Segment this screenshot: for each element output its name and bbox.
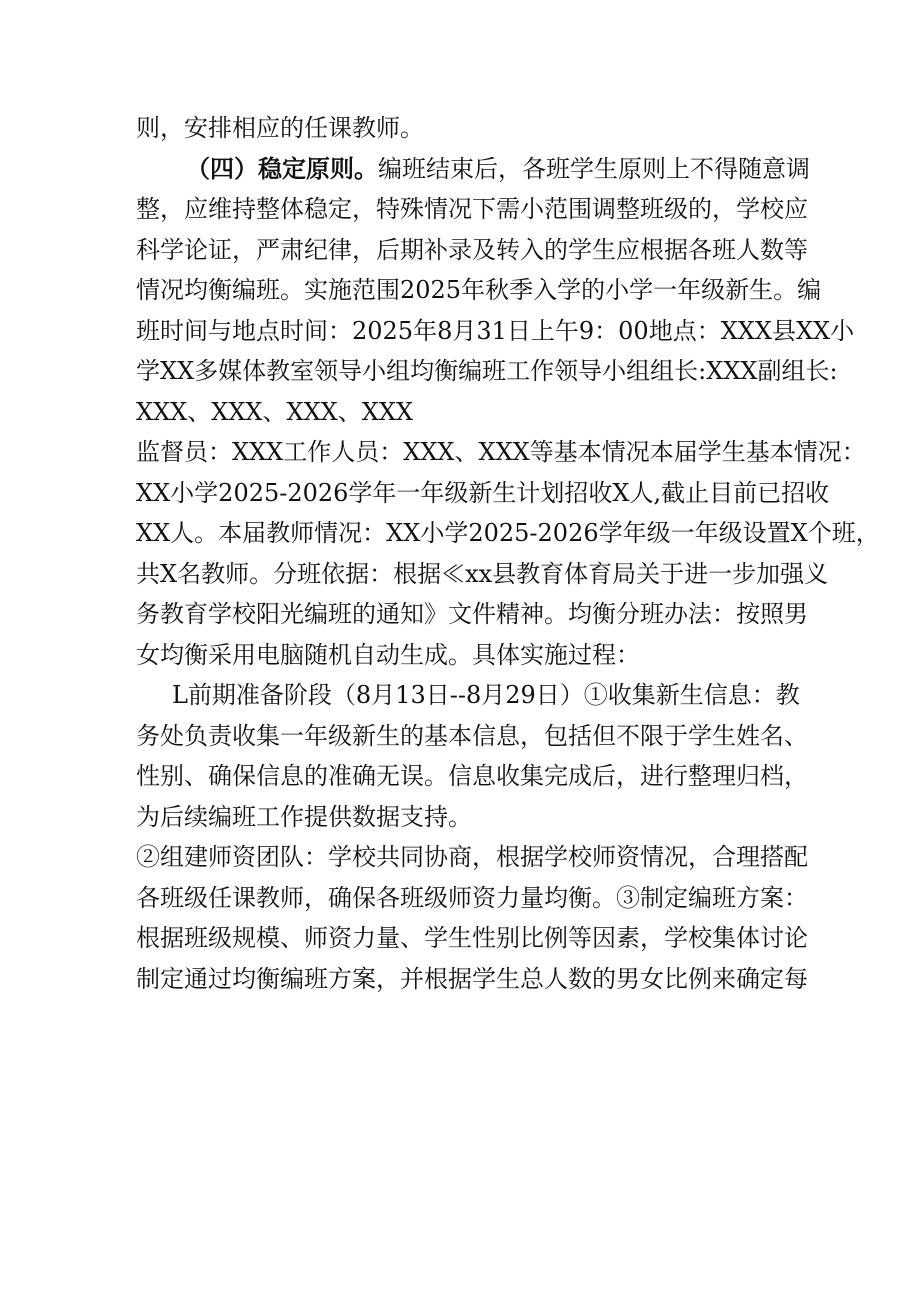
text-line — [136, 149, 816, 190]
section-heading: （四）稳定原则。 — [186, 153, 378, 183]
text-line: 制定通过均衡编班方案，并根据学生总人数的男女比例来确定每 — [136, 964, 808, 993]
text-line: 各班级任课教师，确保各班级师资力量均衡。③制定编班方案： — [136, 883, 808, 912]
text-line-rest: 编班结束后，各班学生原则上不得随意调 — [378, 154, 810, 183]
text-line: 学XX多媒体教室领导小组均衡编班工作领导小组组长:XXX副组长: — [136, 357, 838, 385]
text-line: 监督员：XXX工作人员：XXX、XXX等基本情况本届学生基本情况： — [136, 438, 866, 466]
text-line: 班时间与地点时间：2025年8月31日上午9：00地点：XXX县XX小 — [136, 316, 855, 345]
text-line: 性别、确保信息的准确无误。信息收集完成后，进行整理归档， — [136, 762, 808, 790]
text-line: XX人。本届教师情况：XX小学2025-2026学年级一年级设置X个班， — [136, 519, 880, 547]
text-line: 整，应维持整体稳定，特殊情况下需小范围调整班级的，学校应 — [136, 195, 808, 223]
text-line: XXX、XXX、XXX、XXX — [136, 397, 414, 426]
text-line: 则，安排相应的任课教师。 — [136, 114, 424, 142]
body-text — [136, 108, 880, 999]
text-line: 女均衡采用电脑随机自动生成。具体实施过程： — [136, 640, 640, 669]
text-line: 务处负责收集一年级新生的基本信息，包括但不限于学生姓名、 — [136, 721, 808, 750]
text-line: L前期准备阶段（8月13日--8月29日）①收集新生信息：教 — [172, 681, 800, 709]
text-line: ②组建师资团队：学校共同协商，根据学校师资情况，合理搭配 — [136, 843, 808, 871]
text-line: 科学论证，严肃纪律，后期补录及转入的学生应根据各班人数等 — [136, 235, 808, 264]
text-line: 情况均衡编班。实施范围2025年秋季入学的小学一年级新生。编 — [136, 276, 822, 304]
text-line: 务教育学校阳光编班的通知》文件精神。均衡分班办法：按照男 — [136, 600, 808, 628]
text-line: 共X名教师。分班依据：根据≪xx县教育体育局关于进一步加强义 — [136, 559, 829, 588]
text-line: 根据班级规模、师资力量、学生性别比例等因素，学校集体讨论 — [136, 924, 808, 952]
text-line: XX小学2025-2026学年一年级新生计划招收X人,截止目前已招收 — [136, 478, 830, 507]
text-line: 为后续编班工作提供数据支持。 — [136, 802, 472, 831]
